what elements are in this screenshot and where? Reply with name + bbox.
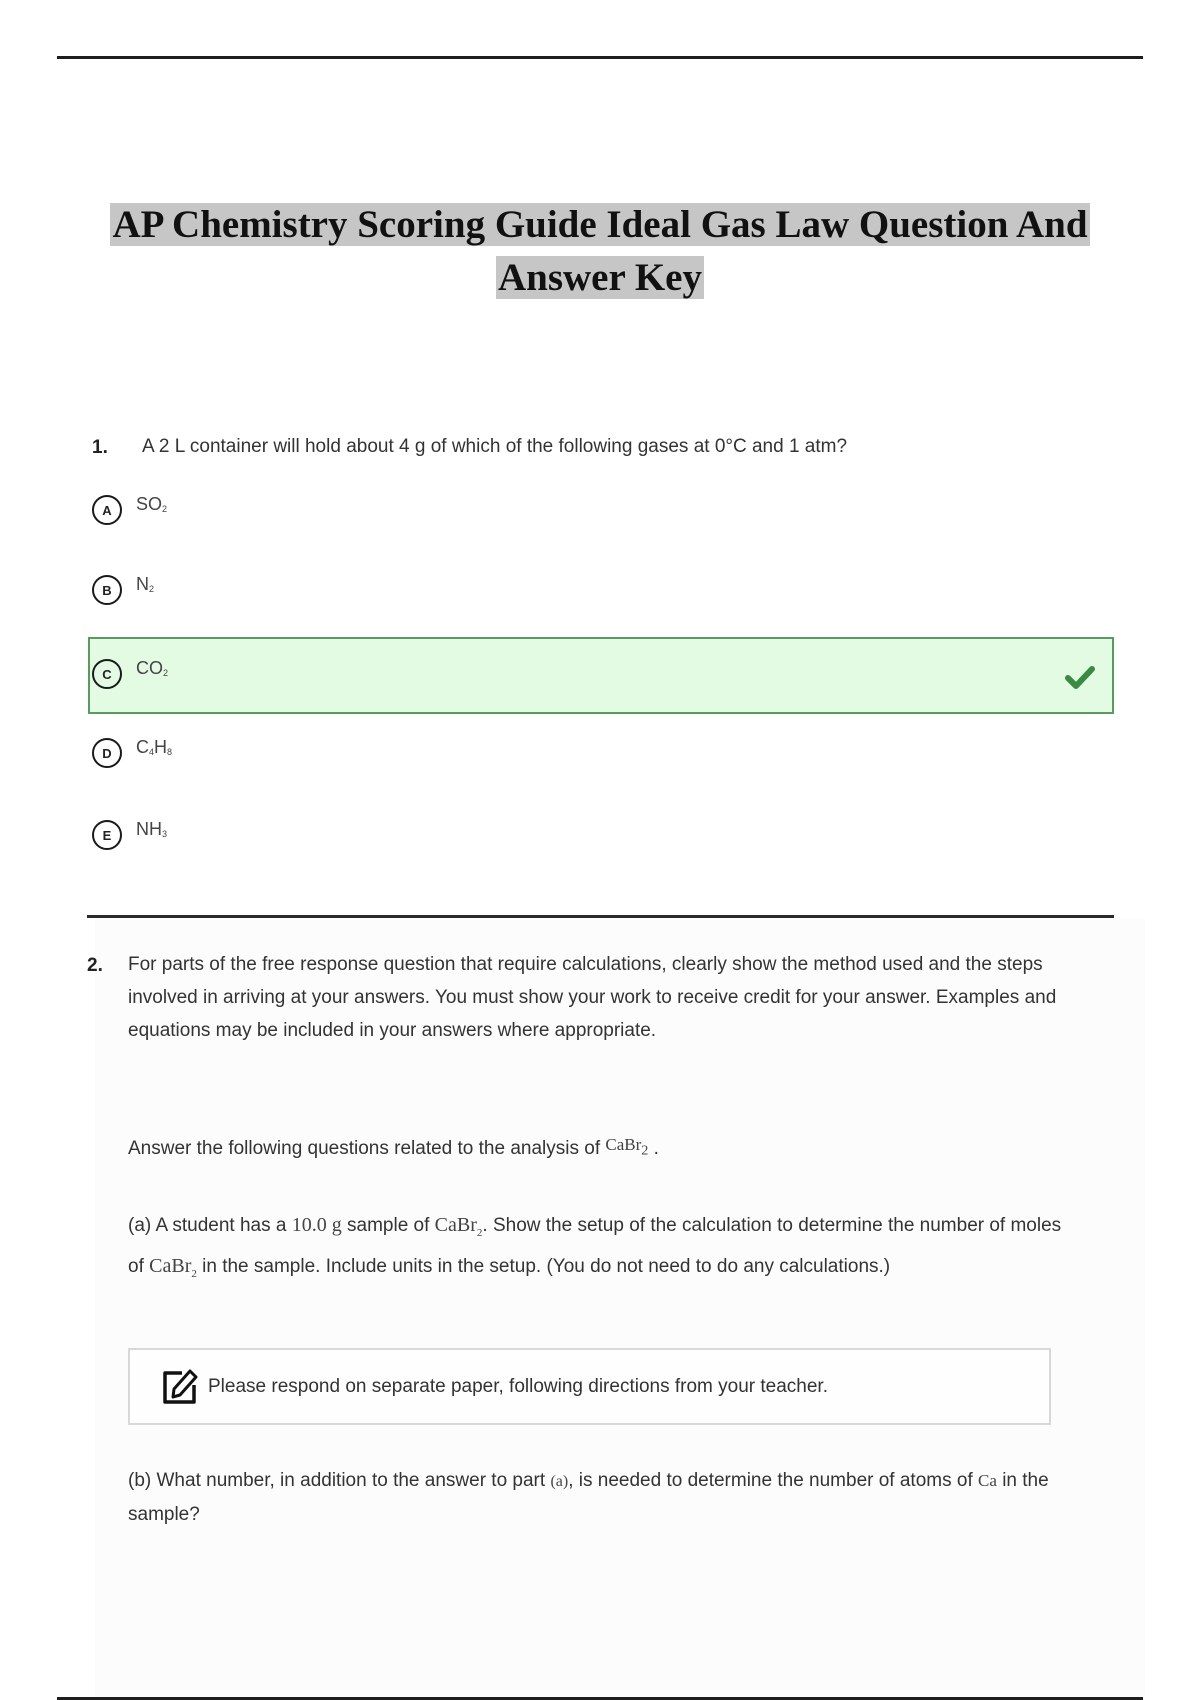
option-a-bubble[interactable]: A	[92, 495, 122, 525]
option-b-bubble[interactable]: B	[92, 575, 122, 605]
option-e[interactable]	[92, 815, 167, 855]
edit-pencil-icon	[160, 1367, 200, 1407]
option-e-bubble[interactable]: E	[92, 820, 122, 850]
option-c-label: $CO_2$	[136, 657, 169, 678]
option-a-label: $SO_2$	[136, 493, 168, 514]
question-2-instructions: For parts of the free response question that require calculations, clearly show the method used and the steps involved in arriving at your answers. You must show your work to receive credit for your answer. Examples and equations may be included in your answers where appropriate.	[128, 954, 1057, 1041]
question-1-number: 1.	[92, 437, 108, 458]
title-line-1: AP Chemistry Scoring Guide Ideal Gas Law Question And	[112, 203, 1088, 246]
page-title	[0, 198, 1200, 304]
part-a-text: (a) A student has a 10.0 g sample of CaBr$_2$. Show the setup of the calculation to determine the number of moles of CaBr$_2$ in the sample. Include units in the setup. (You do not need to do any calculations.)	[128, 1214, 1062, 1280]
option-a[interactable]	[92, 490, 167, 530]
question-2-number: 2.	[87, 955, 103, 976]
title-line-2: Answer Key	[497, 256, 702, 299]
response-instruction: Please respond on separate paper, following directions from your teacher.	[208, 1375, 828, 1397]
question-2-intro: Answer the following questions related to the analysis of CaBr$_2$ .	[128, 1135, 659, 1159]
option-c[interactable]	[92, 654, 168, 694]
response-box	[128, 1348, 1051, 1425]
option-b-label: $N_2$	[136, 573, 155, 594]
option-d[interactable]	[92, 733, 172, 773]
question-1-text: A 2 L container will hold about 4 g of which of the following gases at 0°C and 1 atm?	[142, 436, 848, 457]
option-d-label: $C_4H_8$	[136, 736, 173, 757]
checkmark-icon	[1062, 659, 1098, 695]
part-b-text: (b) What number, in addition to the answer to part (a), is needed to determine the number of atoms of Ca in the sample?	[128, 1470, 1049, 1525]
top-rule	[57, 56, 1143, 59]
option-d-bubble[interactable]: D	[92, 738, 122, 768]
option-b[interactable]	[92, 570, 154, 610]
option-e-label: $NH_3$	[136, 818, 168, 839]
correct-answer-highlight	[88, 637, 1114, 714]
option-c-bubble[interactable]: C	[92, 659, 122, 689]
